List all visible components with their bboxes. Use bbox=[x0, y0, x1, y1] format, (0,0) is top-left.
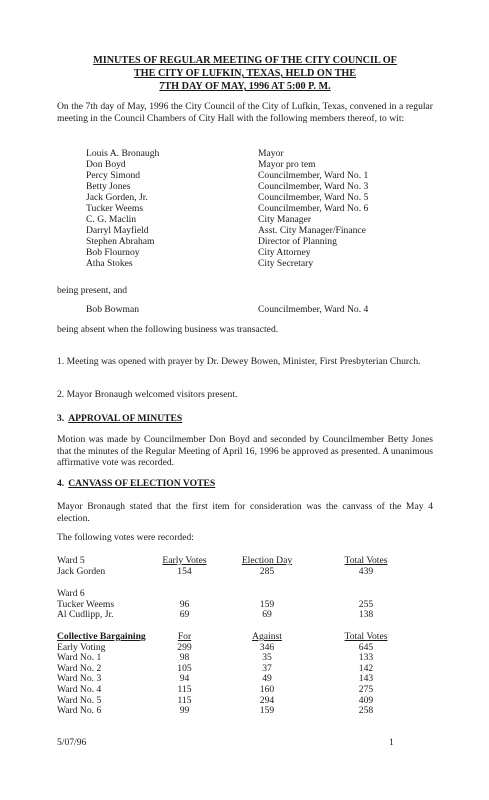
table-row bbox=[57, 685, 437, 696]
absent-name: Bob Bowman bbox=[86, 304, 140, 315]
attendee-name: Don Boyd bbox=[86, 159, 126, 170]
for-votes: 105 bbox=[177, 662, 192, 674]
table-header-row bbox=[57, 589, 437, 600]
for-votes: 115 bbox=[177, 694, 192, 706]
attendee-role: Asst. City Manager/Finance bbox=[258, 225, 366, 236]
item-2-welcome: 2. Mayor Bronaugh welcomed visitors present. bbox=[57, 389, 238, 400]
table-row bbox=[57, 600, 437, 611]
attendee-role: Mayor pro tem bbox=[258, 159, 316, 170]
attendee-row bbox=[86, 170, 416, 181]
attendee-name: Percy Simond bbox=[86, 170, 141, 181]
attendee-name: Tucker Weems bbox=[86, 203, 144, 214]
intro-paragraph: On the 7th day of May, 1996 the City Council of the City of Lufkin, Texas, convened in a regular meeting in the Council Chambers of City Hall with the following members thereof, to wit: bbox=[57, 101, 433, 124]
document-title bbox=[55, 54, 435, 93]
attendee-row bbox=[86, 225, 416, 236]
attendee-role: Councilmember, Ward No. 5 bbox=[258, 192, 369, 203]
table-row bbox=[57, 643, 437, 654]
total-votes-header: Total Votes bbox=[344, 555, 388, 566]
item-3-heading bbox=[57, 413, 182, 425]
against-votes: 160 bbox=[259, 683, 275, 695]
against-votes: 294 bbox=[259, 694, 275, 706]
table-row bbox=[57, 674, 437, 685]
row-label: Ward No. 6 bbox=[57, 705, 102, 717]
for-votes: 299 bbox=[177, 641, 192, 653]
total-votes-header: Total Votes bbox=[344, 631, 388, 642]
item-3-number: 3. bbox=[57, 413, 65, 424]
total-votes: 255 bbox=[358, 598, 374, 610]
item-4-number: 4. bbox=[57, 478, 65, 489]
attendee-row bbox=[86, 203, 416, 214]
absent-role: Councilmember, Ward No. 4 bbox=[258, 304, 369, 315]
item-3-title: APPROVAL OF MINUTES bbox=[68, 413, 183, 424]
attendee-name: C. G. Maclin bbox=[86, 214, 137, 225]
total-votes: 143 bbox=[358, 673, 374, 685]
collective-bargaining-header: Collective Bargaining bbox=[57, 631, 146, 642]
against-votes: 346 bbox=[259, 641, 275, 653]
attendee-row bbox=[86, 258, 416, 269]
against-votes: 35 bbox=[262, 652, 272, 664]
early-votes: 154 bbox=[177, 565, 192, 577]
attendee-role: City Secretary bbox=[258, 258, 314, 269]
for-header: For bbox=[177, 631, 192, 642]
against-votes: 37 bbox=[262, 662, 272, 674]
election-day-votes: 69 bbox=[262, 609, 272, 621]
attendee-role: Mayor bbox=[258, 148, 284, 159]
attendee-name: Louis A. Bronaugh bbox=[86, 148, 160, 159]
attendee-row bbox=[86, 181, 416, 192]
attendee-role: Councilmember, Ward No. 6 bbox=[258, 203, 369, 214]
attendee-list bbox=[86, 148, 416, 269]
item-4-text: Mayor Bronaugh stated that the first item for consideration was the canvass of the May 4 election. bbox=[57, 501, 433, 524]
row-label: Ward No. 3 bbox=[57, 673, 102, 685]
candidate-name: Jack Gorden bbox=[57, 565, 106, 577]
collective-bargaining-table bbox=[57, 632, 437, 717]
table-row bbox=[57, 567, 437, 578]
table-row bbox=[57, 653, 437, 664]
title-line-2: THE CITY OF LUFKIN, TEXAS, HELD ON THE bbox=[133, 68, 357, 79]
total-votes: 439 bbox=[358, 565, 374, 577]
absent-text: being absent when the following business was transacted. bbox=[57, 324, 279, 335]
row-label: Ward No. 4 bbox=[57, 683, 102, 695]
item-4-title: CANVASS OF ELECTION VOTES bbox=[68, 478, 216, 489]
table-row bbox=[57, 706, 437, 717]
attendee-name: Darryl Mayfield bbox=[86, 225, 149, 236]
title-line-3: 7TH DAY OF MAY, 1996 AT 5:00 P. M. bbox=[159, 81, 331, 92]
attendee-row bbox=[86, 247, 416, 258]
against-header: Against bbox=[252, 631, 282, 642]
item-1-prayer: 1. Meeting was opened with prayer by Dr. Dewey Bowen, Minister, First Presbyterian Church. bbox=[57, 356, 421, 367]
absent-member-row bbox=[86, 304, 416, 316]
against-votes: 49 bbox=[262, 673, 272, 685]
attendee-row bbox=[86, 159, 416, 170]
row-label: Ward No. 2 bbox=[57, 662, 102, 674]
against-votes: 159 bbox=[259, 705, 275, 717]
attendee-row bbox=[86, 148, 416, 159]
attendee-name: Jack Gorden, Jr. bbox=[86, 192, 148, 203]
item-3-text: Motion was made by Councilmember Don Boyd and seconded by Councilmember Betty Jones that the minutes of the Regular Meeting of April 16, 1996 be approved as presented. A unanimous affirmative vote was recorded. bbox=[57, 434, 433, 469]
attendee-name: Stephen Abraham bbox=[86, 236, 155, 247]
table-header-row bbox=[57, 556, 437, 567]
title-line-1: MINUTES OF REGULAR MEETING OF THE CITY COUNCIL OF bbox=[93, 55, 397, 66]
table-row bbox=[57, 610, 437, 621]
attendee-role: Director of Planning bbox=[258, 236, 337, 247]
being-present-text: being present, and bbox=[57, 285, 128, 296]
election-day-header: Election Day bbox=[241, 555, 293, 566]
attendee-role: Councilmember, Ward No. 1 bbox=[258, 170, 369, 181]
candidate-name: Al Cudlipp, Jr. bbox=[57, 609, 114, 621]
attendee-row bbox=[86, 214, 416, 225]
row-label: Ward No. 5 bbox=[57, 694, 102, 706]
candidate-name: Tucker Weems bbox=[57, 598, 115, 610]
election-day-votes: 285 bbox=[259, 565, 275, 577]
for-votes: 98 bbox=[179, 652, 190, 664]
total-votes: 409 bbox=[358, 694, 374, 706]
attendee-name: Bob Flournoy bbox=[86, 247, 140, 258]
total-votes: 138 bbox=[358, 609, 374, 621]
attendee-role: Councilmember, Ward No. 3 bbox=[258, 181, 369, 192]
attendee-row bbox=[86, 192, 416, 203]
total-votes: 275 bbox=[358, 683, 374, 695]
table-header-row bbox=[57, 632, 437, 643]
attendee-name: Atha Stokes bbox=[86, 258, 133, 269]
total-votes: 258 bbox=[358, 705, 374, 717]
election-day-votes: 159 bbox=[259, 598, 275, 610]
attendee-name: Betty Jones bbox=[86, 181, 131, 192]
table-row bbox=[57, 696, 437, 707]
for-votes: 115 bbox=[177, 683, 192, 695]
total-votes: 142 bbox=[358, 662, 374, 674]
page-number: 1 bbox=[389, 737, 394, 748]
early-votes-header: Early Votes bbox=[162, 555, 207, 566]
ward-5-header: Ward 5 bbox=[57, 555, 85, 566]
attendee-row bbox=[86, 236, 416, 247]
for-votes: 94 bbox=[179, 673, 190, 685]
row-label: Ward No. 1 bbox=[57, 652, 102, 664]
total-votes: 133 bbox=[358, 652, 374, 664]
item-4-heading bbox=[57, 478, 215, 490]
early-votes: 69 bbox=[179, 609, 190, 621]
table-row bbox=[57, 664, 437, 675]
ward-6-header: Ward 6 bbox=[57, 588, 85, 599]
footer-date: 5/07/96 bbox=[57, 737, 87, 748]
for-votes: 99 bbox=[179, 705, 190, 717]
attendee-role: City Attorney bbox=[258, 247, 311, 258]
early-votes: 96 bbox=[179, 598, 190, 610]
ward-6-votes-table bbox=[57, 589, 437, 621]
total-votes: 645 bbox=[358, 641, 374, 653]
votes-recorded-text: The following votes were recorded: bbox=[57, 532, 194, 543]
attendee-role: City Manager bbox=[258, 214, 312, 225]
row-label: Early Voting bbox=[57, 641, 106, 653]
ward-5-votes-table bbox=[57, 556, 437, 577]
